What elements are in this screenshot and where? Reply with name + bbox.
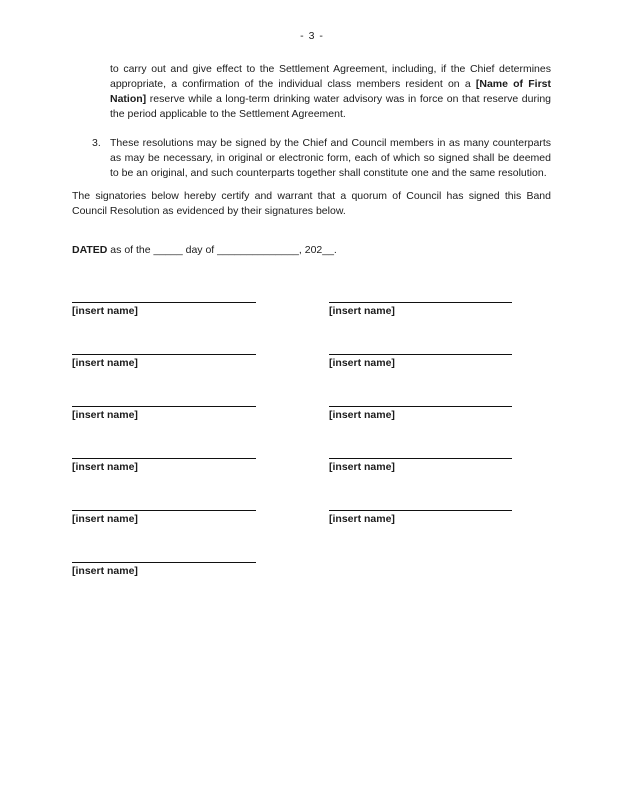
signature-block: [72, 510, 256, 527]
list-item-text: These resolutions may be signed by the Chief and Council members in as many counterparts as may be necessary, in original or electronic form, each of which so signed shall be deemed to be an original, and such counterparts together shall constitute one and the same resolution.: [110, 137, 551, 179]
signature-block: [329, 458, 512, 475]
dated-blanks-text: as of the _____ day of ______________, 202__.: [107, 244, 337, 256]
dated-line: [72, 243, 551, 258]
signature-block: [329, 406, 512, 423]
signature-line: [329, 510, 512, 511]
signature-block: [72, 302, 256, 319]
signature-section: [72, 302, 551, 579]
signature-block: [72, 406, 256, 423]
signature-line: [329, 354, 512, 355]
signature-block: [72, 562, 256, 579]
insert-name-label: [insert name]: [329, 409, 395, 421]
insert-name-label: [insert name]: [72, 409, 138, 421]
signature-line: [329, 406, 512, 407]
insert-name-label: [insert name]: [329, 357, 395, 369]
signature-block: [329, 354, 512, 371]
signature-line: [72, 510, 256, 511]
continuation-paragraph: [110, 62, 551, 122]
insert-name-label: [insert name]: [72, 357, 138, 369]
certification-paragraph: The signatories below hereby certify and warrant that a quorum of Council has signed this Band Council Resolution as evidenced by their signatures below.: [72, 190, 551, 217]
dated-label: DATED: [72, 244, 108, 256]
signature-block: [329, 510, 512, 527]
insert-name-label: [insert name]: [329, 461, 395, 473]
signature-line: [329, 302, 512, 303]
list-number: 3.: [92, 137, 101, 149]
signature-line: [72, 302, 256, 303]
signature-block: [72, 354, 256, 371]
signature-line: [72, 406, 256, 407]
insert-name-label: [insert name]: [72, 305, 138, 317]
document-body: [72, 62, 551, 579]
insert-name-label: [insert name]: [329, 513, 395, 525]
continuation-paragraph-text: to carry out and give effect to the Settlement Agreement, including, if the Chief determines appropriate, a confirmation of the individual class members resident on a: [110, 63, 551, 90]
signature-block: [72, 458, 256, 475]
insert-name-label: [insert name]: [72, 565, 138, 577]
insert-name-label: [insert name]: [72, 513, 138, 525]
signature-line: [72, 562, 256, 563]
continuation-paragraph-text: reserve while a long-term drinking water advisory was in force on that reserve during the period applicable to the Settlement Agreement.: [110, 93, 551, 120]
list-item-3: [72, 136, 551, 181]
signature-line: [72, 354, 256, 355]
page-number: - 3 -: [300, 30, 324, 42]
first-nation-placeholder: [Name of First Nation]: [110, 78, 551, 105]
insert-name-label: [insert name]: [72, 461, 138, 473]
insert-name-label: [insert name]: [329, 305, 395, 317]
signature-line: [72, 458, 256, 459]
signature-line: [329, 458, 512, 459]
signature-block: [329, 302, 512, 319]
